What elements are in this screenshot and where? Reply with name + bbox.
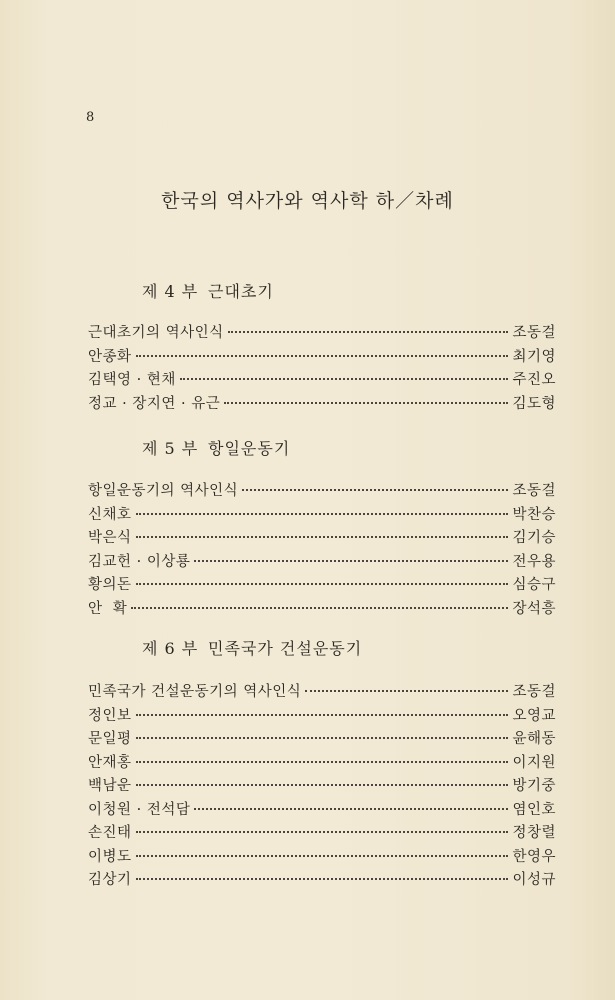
dot-leader — [224, 402, 508, 404]
entry-title: 정인보 — [88, 707, 132, 724]
toc-entry-list — [88, 480, 556, 621]
entry-author: 오영교 — [512, 707, 556, 724]
dot-leader — [136, 355, 509, 357]
toc-entry[interactable] — [88, 480, 556, 504]
entry-author: 전우용 — [512, 553, 556, 570]
part-label: 제 4 부 — [142, 282, 199, 301]
dot-leader — [136, 737, 509, 739]
entry-title: 안종화 — [88, 348, 132, 365]
book-title: 한국의 역사가와 역사학 하／차례 — [161, 190, 454, 212]
entry-title: 이청원 · 전석담 — [88, 801, 191, 818]
entry-author: 장석흥 — [512, 600, 556, 617]
entry-title: 신채호 — [88, 506, 132, 523]
entry-author: 방기중 — [512, 778, 556, 794]
part-name: 민족국가 건설운동기 — [208, 639, 363, 658]
part-label: 제 5 부 — [142, 439, 199, 458]
toc-entry[interactable] — [88, 574, 556, 598]
toc-entry[interactable] — [88, 346, 556, 370]
part-heading — [142, 637, 556, 661]
entry-author: 윤해동 — [512, 731, 556, 747]
entry-author: 조동걸 — [512, 325, 556, 341]
entry-author: 정창렬 — [512, 825, 556, 841]
dot-leader — [136, 855, 509, 857]
entry-title: 안재홍 — [88, 754, 132, 771]
part-name: 근대초기 — [208, 282, 274, 301]
dot-leader — [305, 690, 508, 692]
part-6-section — [88, 637, 556, 893]
part-label: 제 6 부 — [142, 639, 199, 658]
toc-entry[interactable] — [88, 728, 556, 752]
part-heading — [142, 437, 556, 461]
dot-leader — [242, 489, 508, 491]
toc-entry[interactable] — [88, 393, 556, 417]
entry-author: 이지원 — [512, 754, 556, 771]
dot-leader — [228, 331, 509, 333]
toc-entry[interactable] — [88, 369, 556, 393]
entry-title: 정교 · 장지연 · 유근 — [88, 395, 221, 412]
dot-leader — [136, 583, 509, 585]
page-number: 8 — [86, 110, 95, 125]
entry-title: 백남운 — [88, 778, 132, 794]
part-5-section — [88, 437, 556, 621]
entry-author: 최기영 — [512, 348, 556, 365]
entry-title: 김상기 — [88, 872, 132, 888]
toc-entry-list — [88, 322, 556, 416]
entry-title: 안 확 — [88, 600, 128, 617]
dot-leader — [136, 714, 509, 716]
toc-entry[interactable] — [88, 504, 556, 528]
toc-entry[interactable] — [88, 705, 556, 729]
entry-author: 김기승 — [512, 530, 556, 546]
dot-leader — [180, 378, 509, 380]
dot-leader — [136, 878, 509, 880]
entry-author: 심승구 — [512, 577, 556, 593]
entry-title: 문일평 — [88, 731, 132, 747]
toc-entry[interactable] — [88, 869, 556, 893]
toc-entry[interactable] — [88, 598, 556, 622]
entry-title: 민족국가 건설운동기의 역사인식 — [88, 684, 302, 700]
entry-title: 이병도 — [88, 848, 132, 865]
toc-entry[interactable] — [88, 799, 556, 823]
part-name: 항일운동기 — [208, 439, 291, 458]
entry-title: 김교헌 · 이상룡 — [88, 553, 191, 570]
toc-entry[interactable] — [88, 846, 556, 870]
toc-entry[interactable] — [88, 681, 556, 705]
dot-leader — [136, 831, 509, 833]
entry-author: 주진오 — [512, 372, 556, 388]
entry-title: 김택영 · 현채 — [88, 372, 176, 388]
toc-entry-list — [88, 681, 556, 893]
dot-leader — [194, 560, 508, 562]
entry-author: 이성규 — [512, 872, 556, 888]
part-heading — [142, 280, 556, 304]
toc-entry[interactable] — [88, 752, 556, 776]
entry-title: 황의돈 — [88, 577, 132, 593]
toc-entry[interactable] — [88, 527, 556, 551]
entry-title: 항일운동기의 역사인식 — [88, 483, 239, 499]
toc-entry[interactable] — [88, 822, 556, 846]
entry-title: 박은식 — [88, 530, 132, 546]
dot-leader — [136, 513, 509, 515]
dot-leader — [136, 536, 509, 538]
toc-entry[interactable] — [88, 551, 556, 575]
entry-author: 한영우 — [512, 848, 556, 865]
entry-author: 염인호 — [512, 801, 556, 818]
dot-leader — [131, 607, 508, 609]
entry-author: 조동걸 — [512, 483, 556, 499]
toc-entry[interactable] — [88, 775, 556, 799]
toc-entry[interactable] — [88, 322, 556, 346]
dot-leader — [136, 761, 509, 763]
entry-author: 박찬승 — [512, 506, 556, 523]
entry-title: 손진태 — [88, 825, 132, 841]
entry-title: 근대초기의 역사인식 — [88, 325, 224, 341]
dot-leader — [194, 808, 508, 810]
entry-author: 김도형 — [512, 395, 556, 412]
dot-leader — [136, 784, 509, 786]
entry-author: 조동걸 — [512, 684, 556, 700]
part-4-section — [88, 280, 556, 416]
